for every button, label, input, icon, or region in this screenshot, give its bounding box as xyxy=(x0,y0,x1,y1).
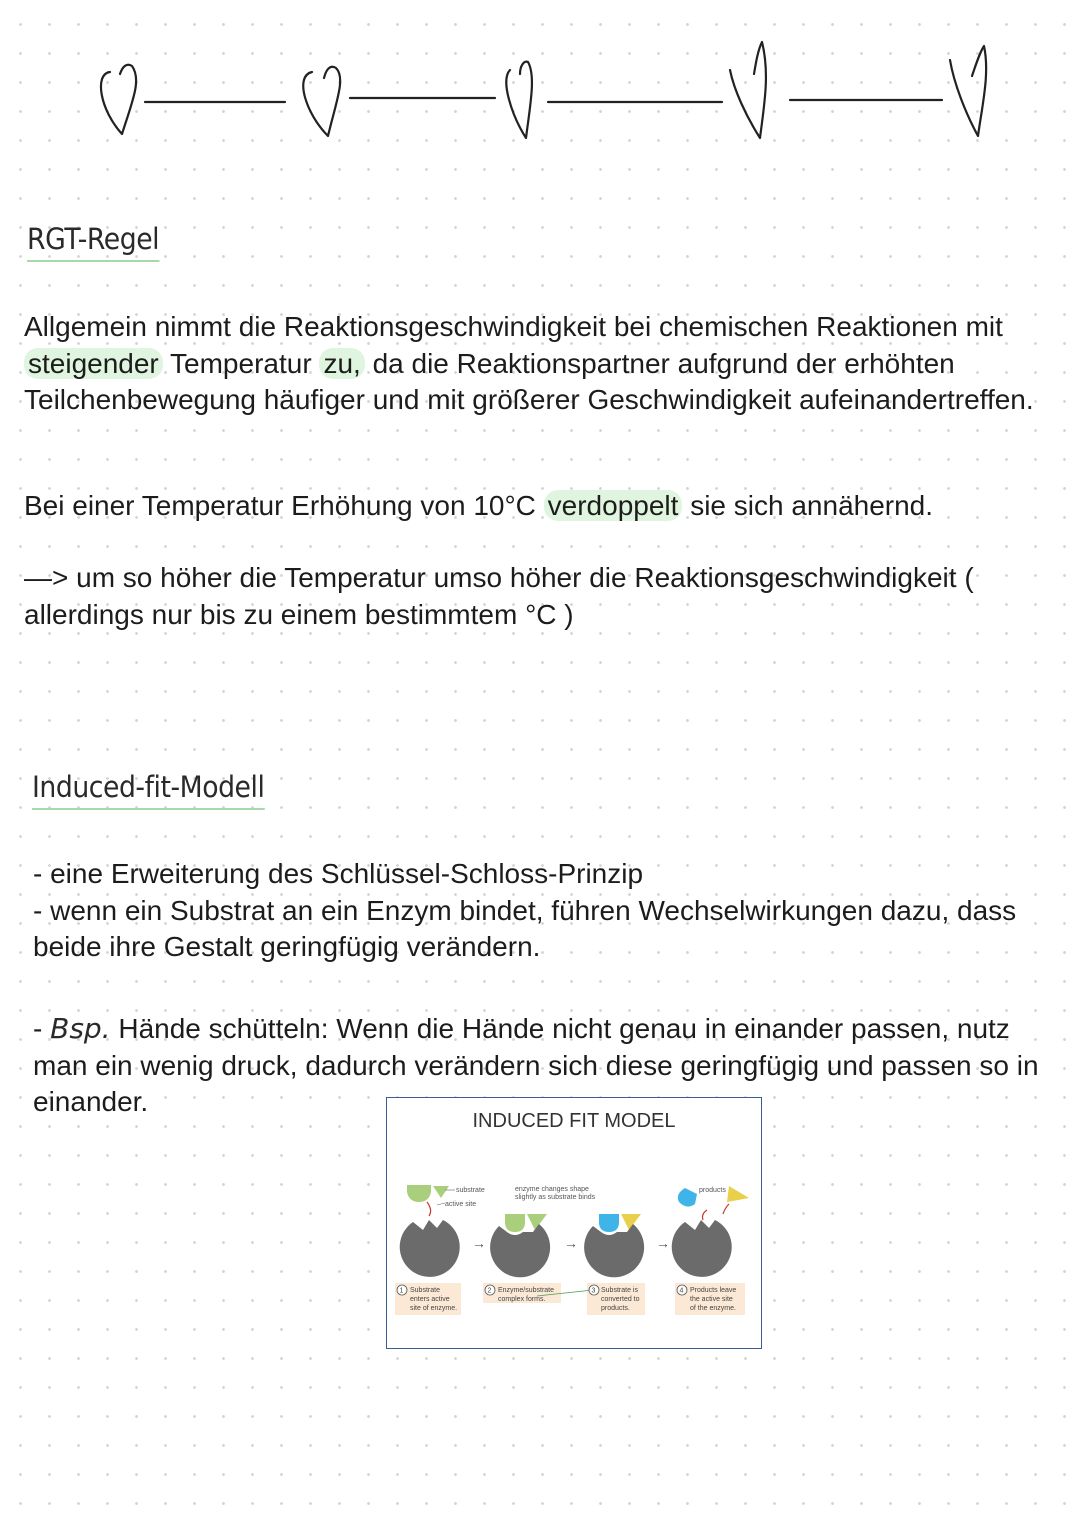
induced-fit-description xyxy=(33,856,1063,966)
step-number: 3 xyxy=(591,1287,596,1295)
process-arrow: → xyxy=(472,1235,486,1251)
step-text: Substrate is xyxy=(601,1287,638,1294)
step-number: 2 xyxy=(487,1287,492,1295)
arrow-red xyxy=(703,1210,708,1220)
text: Hände schütteln: Wenn die Hände nicht genau in einander passen, nutz man ein wenig druck, dadurch verändern sich diese geringfügig und passen so in einander. xyxy=(33,1013,1039,1117)
heart-doodle xyxy=(303,67,340,136)
rgt-paragraph-2 xyxy=(24,488,1064,525)
induced-fit-model-figure xyxy=(386,1097,762,1349)
heart-doodle xyxy=(950,46,986,136)
label-active-site: active site xyxy=(445,1201,477,1208)
text: - xyxy=(33,1013,51,1044)
heading-induced-fit-modell xyxy=(32,770,264,810)
step-text: products. xyxy=(601,1305,630,1312)
text: Bei einer Temperatur Erhöhung von 10°C xyxy=(24,490,544,521)
arrow-red xyxy=(723,1204,729,1214)
heading-rgt-regel xyxy=(27,222,159,262)
substrate-shape xyxy=(505,1214,525,1232)
highlight-zu: zu, xyxy=(319,348,364,379)
step-text: Substrate xyxy=(410,1287,440,1294)
label-changes-shape-1: enzyme changes shape xyxy=(515,1186,589,1193)
product-shape xyxy=(727,1186,749,1202)
heart-doodle xyxy=(101,65,136,134)
rgt-paragraph-1 xyxy=(24,309,1044,419)
product-shape xyxy=(678,1188,697,1207)
label-pointer xyxy=(437,1203,445,1205)
process-arrow: → xyxy=(564,1235,578,1251)
enzyme-shape xyxy=(490,1224,550,1277)
heading-text: Induced-fit-Modell xyxy=(32,770,265,804)
step-text: complex forms. xyxy=(498,1296,546,1303)
substrate-shape xyxy=(433,1186,449,1198)
substrate-shape xyxy=(407,1185,431,1202)
step-number: 4 xyxy=(679,1287,684,1295)
text: Allgemein nimmt die Reaktionsgeschwindigkeit bei chemischen Reaktionen mit xyxy=(24,311,1003,342)
induced-fit-diagram xyxy=(387,1098,761,1348)
enzyme-shape xyxy=(672,1220,732,1277)
enzyme-shape xyxy=(400,1220,460,1277)
heart-doodle xyxy=(730,42,766,138)
step-text: converted to xyxy=(601,1296,640,1303)
heading-text: RGT-Regel xyxy=(27,222,160,256)
heart-doodle xyxy=(506,62,532,138)
step-text: enters active xyxy=(410,1296,450,1303)
text: Temperatur xyxy=(162,347,320,379)
step-text: site of enzyme. xyxy=(410,1305,458,1312)
step-text: Enzyme/substrate xyxy=(498,1287,555,1294)
process-arrow: → xyxy=(656,1235,670,1251)
step-text: the active site xyxy=(690,1296,733,1303)
step-text: Products leave xyxy=(690,1287,737,1294)
bsp-label: Bsp. xyxy=(50,1012,111,1045)
arrow-red xyxy=(427,1202,431,1216)
label-substrate: substrate xyxy=(456,1187,485,1194)
label-products: products xyxy=(699,1187,726,1194)
label-changes-shape-2: slightly as substrate binds xyxy=(515,1194,596,1201)
bullet-line: - wenn ein Substrat an ein Enzym bindet, führen Wechselwirkungen dazu, dass beide ihre Gestalt geringfügig verändern. xyxy=(33,894,1017,962)
figure-title: INDUCED FIT MODEL xyxy=(472,1110,676,1132)
text: da die Reaktionspartner aufgrund der erhöhten Teilchenbewegung häufiger und mit größerer Geschwindigkeit aufeinandertreffen. xyxy=(24,347,1034,415)
product-shape xyxy=(599,1214,619,1232)
text: sie sich annähernd. xyxy=(682,490,934,521)
step-text: of the enzyme. xyxy=(690,1305,736,1312)
highlight-steigender: steigender xyxy=(24,348,163,379)
enzyme-shape xyxy=(584,1224,644,1277)
rgt-paragraph-3: —> um so höher die Temperatur umso höher die Reaktionsgeschwindigkeit ( allerdings nur bis zu einem bestimmtem °C ) xyxy=(24,562,974,630)
heading-underline xyxy=(32,808,264,810)
decorative-heart-line-divider xyxy=(70,30,1020,160)
heading-underline xyxy=(27,260,159,262)
bullet-line: - eine Erweiterung des Schlüssel-Schloss-Prinzip xyxy=(33,858,644,889)
highlight-verdoppelt: verdoppelt xyxy=(544,490,683,521)
step-number: 1 xyxy=(399,1287,404,1295)
